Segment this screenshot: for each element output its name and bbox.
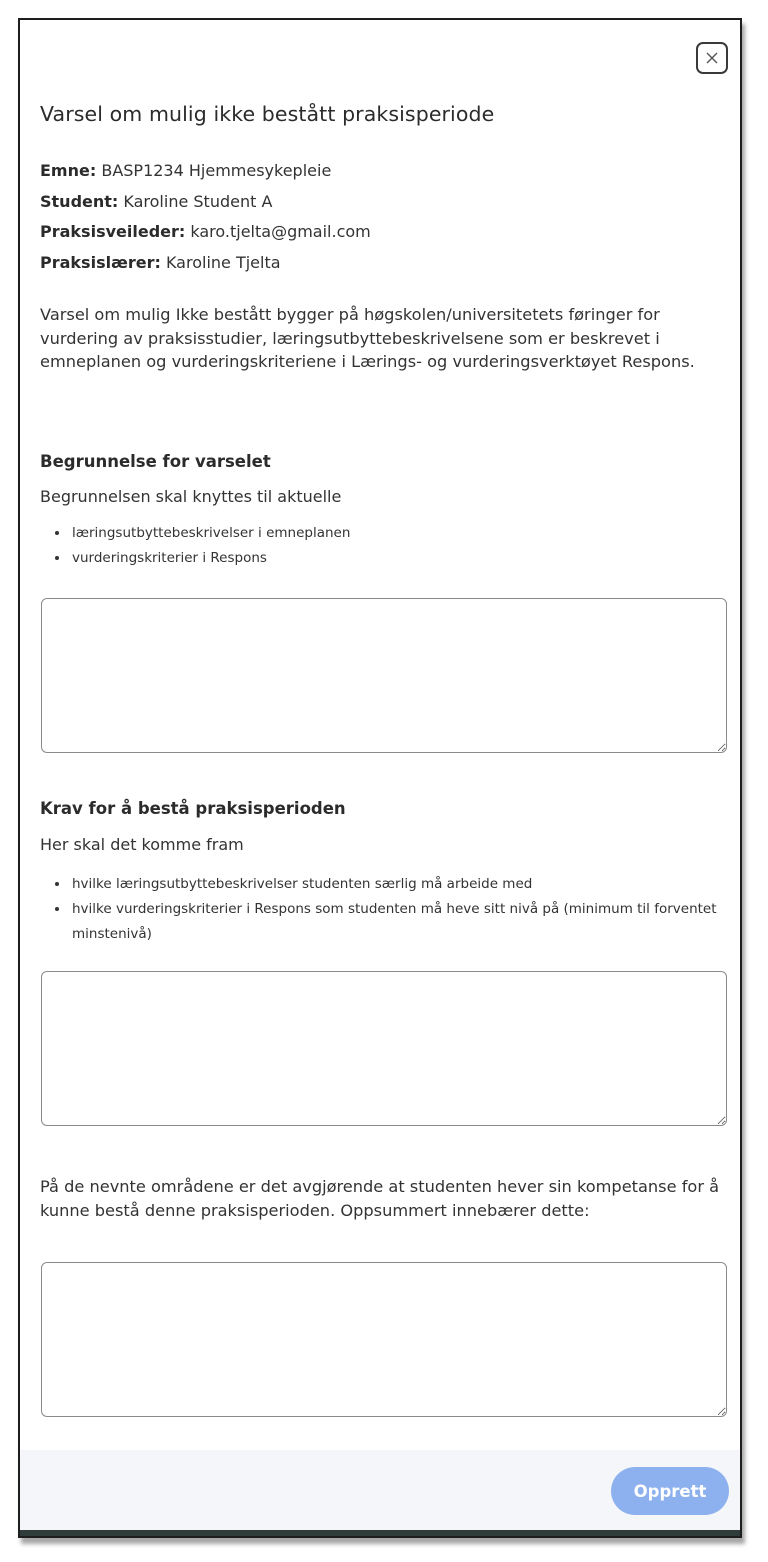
meta-laerer [40, 248, 371, 279]
meta-info [40, 156, 371, 278]
krav-textarea[interactable] [41, 971, 727, 1126]
meta-emne-value: BASP1234 Hjemmesykepleie [96, 161, 332, 180]
krav-list [50, 872, 730, 947]
list-item: • vurderingskriterier i Respons [70, 546, 730, 571]
meta-veileder-value: karo.tjelta@gmail.com [185, 222, 371, 241]
list-item: • hvilke vurderingskriterier i Respons som studenten må heve sitt nivå på (minimum til forventet minstenivå) [70, 897, 730, 947]
opprett-button[interactable]: Opprett [611, 1467, 729, 1515]
meta-student-value: Karoline Student A [118, 191, 273, 211]
begrunnelse-textarea[interactable] [41, 598, 727, 753]
list-item: • hvilke læringsutbyttebeskrivelser studenten særlig må arbeide med [70, 872, 730, 897]
intro-text: Varsel om mulig Ikke bestått bygger på høgskolen/universitetets føringer for vurdering av praksisstudier, læringsutbyttebeskrivelsene som er beskrevet i emneplanen og vurderingskriteriene i Lærings- og vurderingsverktøyet Respons. [40, 305, 695, 371]
close-icon [706, 52, 718, 64]
meta-emne-label: Emne: [40, 161, 97, 180]
dialog-title: Varsel om mulig ikke bestått praksisperiode [40, 102, 495, 126]
meta-emne [40, 156, 371, 187]
oppsummering-text: På de nevnte områdene er det avgjørende at studenten hever sin kompetanse for å kunne bestå denne praksisperioden. Oppsummert innebærer dette: [40, 1177, 720, 1220]
krav-heading: Krav for å bestå praksisperioden [40, 799, 346, 818]
close-button[interactable] [696, 42, 728, 74]
begrunnelse-list [50, 521, 730, 571]
meta-laerer-label: Praksislærer: [40, 252, 161, 272]
meta-laerer-value: Karoline Tjelta [160, 252, 281, 272]
meta-student-label: Student: [40, 191, 119, 211]
meta-veileder-label: Praksisveileder: [40, 222, 186, 241]
frame-bottom-bar [20, 1530, 740, 1536]
list-item: • læringsutbyttebeskrivelser i emneplanen [70, 521, 730, 546]
dialog [18, 18, 742, 1538]
krav-sub: Her skal det komme fram [40, 835, 244, 854]
begrunnelse-heading: Begrunnelse for varselet [40, 452, 271, 471]
meta-veileder [40, 217, 371, 248]
oppsummering-textarea[interactable] [41, 1262, 727, 1417]
meta-student [40, 187, 371, 218]
begrunnelse-sub: Begrunnelsen skal knyttes til aktuelle [40, 487, 342, 506]
